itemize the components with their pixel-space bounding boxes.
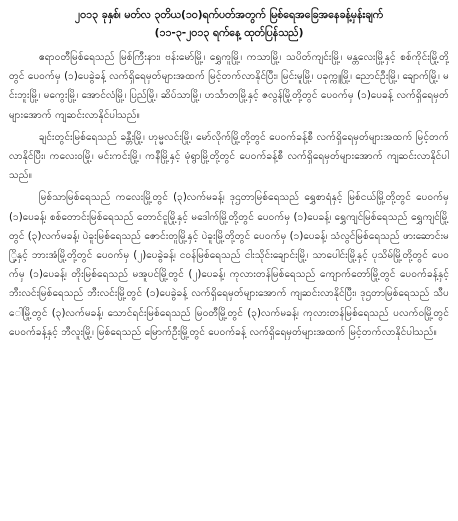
paragraph-chindwin: ချင်းတွင်းမြစ်ရေသည် ခန္တီးမြို့၊ ဟုမ္မလင်းမြို့၊ မော်လိုက်မြို့တို့တွင် ပေ၀က်ခန့်စီ လက်ရှိရေမှတ်များအထက် မြင့်တက်လာနိုင်ပြီး၊ ကလေးဝမြို့၊ မင်းကင်းမြို့၊ ကနီမြို့နှင့် မုံရွာမြို့တို့တွင် ပေ၀က်ခန့်စီ လက်ရှိရေမှတ်များအောက် ကျဆင်းလာနိုင်ပါသည်။	[9, 131, 449, 182]
document-subtitle: (၁၁-၃-၂၀၁၃ ရက်နေ့ ထုတ်ပြန်သည်)	[154, 27, 304, 39]
document-title: ၂၀၁၃ ခုနှစ်၊ မတ်လ ၃တိယ(၁၀)ရက်ပတ်အတွက် မြစ်ရေအခြေအနေခန့်မှန်းချက်	[74, 9, 384, 21]
paragraph-ayeyarwady: ဧရာဝတီမြစ်ရေသည် မြစ်ကြီးနား၊ ဗန်းမော်မြို့၊ ရွှေကူမြို့၊ ကသာမြို့၊ သပိတ်ကျင်းမြို့၊ မန္တလေးမြို့နှင့် စစ်ကိုင်းမြို့တို့တွင် ပေ၀က်မှ (၁)ပေခွဲခန့် လက်ရှိရေမှတ်များအထက် မြင့်တက်လာနိုင်ပြီး၊ မြင်းမူမြို့၊ ပခုက္ကူမြို့၊ ညောင်ဦးမြို့၊ ချောက်မြို့၊ မင်းဘူးမြို့၊ မကွေးမြို့၊ အောင်လံမြို့၊ ပြည်မြို့၊ ဆိပ်သာမြို့၊ ဟင်္သာတမြို့နှင့် ဇလွန်မြို့တို့တွင် ပေ၀က်မှ (၁)ပေခန့် လက်ရှိရေမှတ်များအောက် ကျဆင်းလာနိုင်ပါသည်။	[9, 52, 449, 121]
paragraph-other-rivers: မြစ်သာမြစ်ရေသည် ကလေးမြို့တွင် (၃)လက်မခန့်၊ ဒုဌတာမြစ်ရေသည် ရွှေစာရံနှင့် မြစ်ငယ်မြို့တို့တွင် ပေ၀က်မှ (၁)ပေခန့်၊ စစ်တောင်းမြစ်ရေသည် တောင်ငူမြို့နှင့် မဒေါက်မြို့တို့တွင် ပေ၀က်မှ (၁)ပေခန့်၊ ရွှေကျင်မြစ်ရေသည် ရွှေကျင်မြို့တွင် (၃)လက်မခန့်၊ ပဲခူးမြစ်ရေသည် ဇောင်းတူမြို့နှင့် ပဲခူးမြို့တို့တွင် ပေ၀က်မှ (၁)ပေခန့်၊ သံလွင်မြစ်ရေသည် ဖားဆောင်းမြို့နှင့် ဘားအံမြို့တို့တွင် ပေ၀က်မှ (၂)ပေခွဲခန့်၊ ငဝန်မြစ်ရေသည် ငါးသိုင်းချောင်းမြို့၊ သာပေါင်းမြို့နှင့် ပုသိမ်မြို့တို့တွင် ပေ၀က်မှ (၁)ပေခန့်၊ တိုးမြစ်ရေသည် မအူပင်မြို့တွင် (၂)ပေခန့်၊ ကုလားတန်မြစ်ရေသည် ကျောက်တော်မြို့တွင် ပေ၀က်ခန့်နှင့် ဘီးလင်းမြစ်ရေသည် ဘီးလင်းမြို့တွင် (၁)ပေခွဲခန့် လက်ရှိရေမှတ်များအောက် ကျဆင်းလာနိုင်ပြီး၊ ဒုဌတာမြစ်ရေသည် သီပေါမြို့တွင် (၃)လက်မခန့်၊ သောင်ရင်းမြစ်ရေသည် မြဝတီမြို့တွင် (၃)လက်မခန့်၊ ကုလားတန်မြစ်ရေသည် ပလက်ဝမြို့တွင် ပေ၀က်ခန့်နှင့် ဘီလူးမြို့၊ မြစ်ရေသည် မြောက်ဦးမြို့တွင် ပေ၀က်ခန့် လက်ရှိရေမှတ်များအထက် မြင့်တက်လာနိုင်ပါသည်။	[9, 192, 449, 338]
